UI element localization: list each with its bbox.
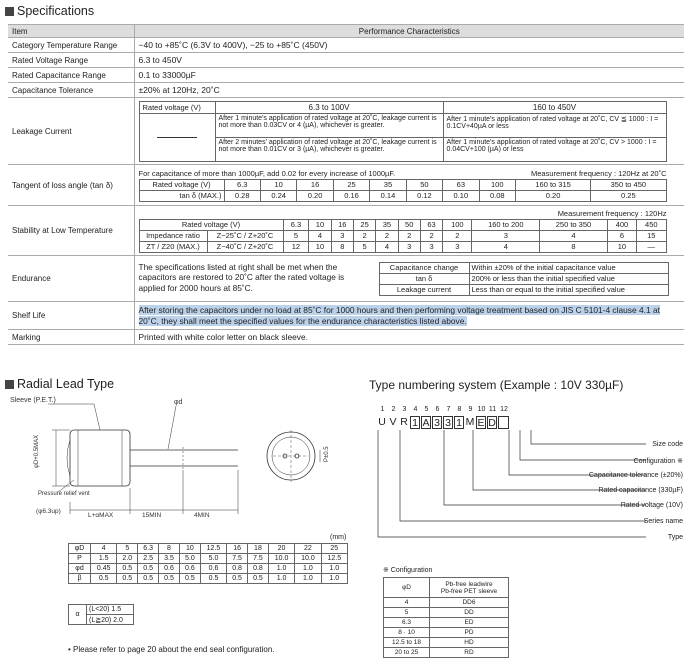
leakage-col2: 160 to 450V — [443, 101, 666, 113]
typenum-position: 8 — [457, 406, 462, 413]
dim-cell: 0.5 — [248, 574, 269, 584]
stab-r1-value: 3 — [331, 230, 353, 241]
stab-r1-value: 2 — [443, 230, 472, 241]
tan-value: 0.08 — [479, 190, 515, 201]
mm-unit: (mm) — [330, 534, 347, 541]
spec-table — [8, 24, 684, 345]
stab-r2-value: — — [637, 241, 666, 252]
cfg-h1: φD — [384, 578, 430, 598]
typenum-char: E — [477, 417, 485, 429]
typenum-char — [498, 416, 509, 429]
alpha-table — [68, 604, 134, 625]
leakage-c2b: After 1 minute's application of rated voltage at 20˚C, CV > 1000 : I = 0.04CV+100 (µA) or less — [443, 137, 666, 161]
leakage-label: Leakage Current — [8, 98, 134, 165]
dim-cell: 18 — [248, 544, 269, 554]
stab-r2-value: 4 — [376, 241, 398, 252]
row-stab — [8, 206, 684, 256]
lmax-label: L+αMAX — [88, 512, 114, 519]
endurance-val: Less than or equal to the initial specified value — [469, 284, 668, 295]
dim-cell: 1.0 — [321, 564, 347, 574]
dim-cell: 0.5 — [179, 574, 200, 584]
row-rated-voltage — [8, 53, 684, 68]
dim-cell: 6.3 — [138, 544, 159, 554]
dim-cell: 0.6 — [159, 564, 180, 574]
spec-title: Specifications — [17, 4, 95, 18]
typenum-position: 11 — [488, 406, 497, 413]
dim-cell: 0.8 — [248, 564, 269, 574]
typenum-position: 3 — [402, 406, 407, 413]
endurance-row — [379, 273, 668, 284]
typenum-position: 9 — [468, 406, 473, 413]
typenum-title: Type numbering system (Example : 10V 330µF) — [369, 378, 624, 392]
tan-voltage: 160 to 315 — [516, 179, 591, 190]
typenum-char: 1 — [410, 416, 420, 429]
tan-voltage: 50 — [406, 179, 442, 190]
stab-label: Stability at Low Temperature — [8, 206, 134, 256]
typenum-label: Series name — [643, 518, 683, 525]
stab-r2-value: 3 — [398, 241, 420, 252]
stab-r1-value: 6 — [607, 230, 636, 241]
dim-cell: 5 — [117, 544, 138, 554]
dim-label: P — [69, 554, 91, 564]
tan-value: 0.28 — [224, 190, 260, 201]
alpha-label: α — [69, 605, 87, 625]
dim-cell: 25 — [321, 544, 347, 554]
stab-voltage: 100 — [443, 219, 472, 230]
tan-voltage: 25 — [333, 179, 369, 190]
tan-label: Tangent of loss angle (tan δ) — [8, 165, 134, 206]
pressure-vent-label: Pressure relief vent — [38, 491, 90, 497]
typenum-position: 12 — [500, 406, 508, 413]
dim-cell: 2.5 — [138, 554, 159, 564]
typenum-position: 7 — [446, 406, 451, 413]
tan-value: 0.20 — [516, 190, 591, 201]
typenum-label: Rated voltage (10V) — [620, 502, 683, 509]
dim-cell: 0.5 — [200, 574, 226, 584]
endurance-label: Endurance — [8, 256, 134, 302]
stab-r2-value: 3 — [443, 241, 472, 252]
leakage-c1a: After 1 minute's application of rated voltage at 20˚C, leakage current is not more than 0.03CV or 4 (µA), whichever is greater. — [215, 113, 443, 137]
dim-cell: 7.5 — [227, 554, 248, 564]
dim-cell: 22 — [295, 544, 321, 554]
dim-cell: 4 — [91, 544, 117, 554]
tan-value: 0.10 — [443, 190, 479, 201]
section-square-icon — [5, 7, 14, 16]
typenum-label: Configuration ※ — [633, 458, 683, 465]
row-marking — [8, 330, 684, 345]
typenum-position: 4 — [413, 406, 418, 413]
header-item: Item — [8, 25, 134, 38]
typenum-position: 2 — [391, 406, 396, 413]
stab-voltage: 25 — [353, 219, 375, 230]
alpha-2: (L≧20) 2.0 — [87, 615, 134, 625]
leakage-dash — [139, 113, 215, 161]
cat-temp-value: −40 to +85˚C (6.3V to 400V), −25 to +85˚C (450V) — [134, 38, 684, 53]
dim-cell: 0.5 — [227, 574, 248, 584]
tan-value: 0.24 — [260, 190, 296, 201]
tan-voltage: 6.3 — [224, 179, 260, 190]
tan-value: 0.16 — [333, 190, 369, 201]
tan-voltage: 100 — [479, 179, 515, 190]
stab-r1-value: 2 — [420, 230, 442, 241]
radial-title: Radial Lead Type — [17, 377, 115, 391]
tan-value: 0.20 — [297, 190, 333, 201]
stab-r2-value: 12 — [283, 241, 309, 252]
cfg-code: DD6 — [430, 598, 509, 608]
cfg-code: ED — [430, 618, 509, 628]
stab-r1-value: 5 — [283, 230, 309, 241]
stab-r2-value: 8 — [331, 241, 353, 252]
tan-rv-label: Rated voltage (V) — [139, 179, 224, 190]
dim-row — [69, 554, 348, 564]
typenum-position: 1 — [380, 406, 385, 413]
stab-r2-value: 8 — [540, 241, 608, 252]
dim-label: φd — [69, 564, 91, 574]
cfg-row — [384, 648, 509, 658]
cfg-title: ※ Configuration — [383, 567, 433, 574]
typenum-char: U — [378, 416, 386, 428]
stab-voltage: 63 — [420, 219, 442, 230]
endurance-text: The specifications listed at right shall be met when the capacitors are restored to 20˚C after the rated voltage is applied for 2000 hours at 85˚C. — [138, 261, 345, 293]
min4-label: 4MIN — [194, 512, 210, 519]
tan-voltage: 16 — [297, 179, 333, 190]
alpha-1: (L<20) 1.5 — [87, 605, 134, 615]
p05-label: P±0.5 — [324, 446, 330, 462]
stab-r1-value: 15 — [637, 230, 666, 241]
dimension-table — [68, 543, 348, 584]
rated-cap-value: 0.1 to 33000µF — [134, 68, 684, 83]
row-cap-tol — [8, 83, 684, 98]
row-endurance — [8, 256, 684, 302]
stab-voltage: 10 — [309, 219, 331, 230]
stab-voltage: 35 — [376, 219, 398, 230]
row-leakage — [8, 98, 684, 165]
endurance-val: Within ±20% of the initial capacitance value — [469, 262, 668, 273]
dim-cell: 10.0 — [268, 554, 294, 564]
leakage-c2a: After 1 minute's application of rated voltage at 20˚C, CV ≦ 1000 : I = 0.1CV+40µA or less — [443, 113, 666, 137]
config-table — [383, 577, 509, 658]
rated-voltage-value: 6.3 to 450V — [134, 53, 684, 68]
cfg-row — [384, 618, 509, 628]
stab-voltage: 16 — [331, 219, 353, 230]
cap-tol-label: Capacitance Tolerance — [8, 83, 134, 98]
radial-drawing — [8, 392, 358, 522]
cfg-phiD: 4 — [384, 598, 430, 608]
cfg-phiD: 8 · 10 — [384, 628, 430, 638]
dim-cell: 5.0 — [179, 554, 200, 564]
endurance-table — [379, 262, 669, 296]
typenum-char: A — [422, 417, 430, 429]
dim-cell: 1.0 — [268, 574, 294, 584]
dim-cell: 0.5 — [91, 574, 117, 584]
dim-cell: 0.8 — [227, 564, 248, 574]
stab-table — [139, 219, 667, 253]
cfg-code: HD — [430, 638, 509, 648]
dim-row — [69, 564, 348, 574]
dim-cell: 0.6 — [200, 564, 226, 574]
phid-label: φd — [174, 399, 183, 406]
tan-voltage: 10 — [260, 179, 296, 190]
endurance-key: Leakage current — [379, 284, 469, 295]
dim-cell: 1.0 — [295, 574, 321, 584]
stab-r1-cond: Z−25˚C / Z+20˚C — [207, 230, 283, 241]
row-rated-cap — [8, 68, 684, 83]
stab-imp-label: Impedance ratio — [139, 230, 207, 241]
dim-cell: 1.0 — [295, 564, 321, 574]
rated-cap-label: Rated Capacitance Range — [8, 68, 134, 83]
dim-cell: 3.5 — [159, 554, 180, 564]
dim-label: β — [69, 574, 91, 584]
end-seal-note: • Please refer to page 20 about the end seal configuration. — [68, 645, 275, 654]
dim-cell: 0.5 — [117, 574, 138, 584]
shelf-label: Shelf Life — [8, 302, 134, 330]
stab-voltage: 6.3 — [283, 219, 309, 230]
dim-cell: 0.5 — [138, 574, 159, 584]
leakage-rv-label: Rated voltage (V) — [139, 101, 215, 113]
stab-r1-value: 3 — [472, 230, 540, 241]
cfg-row — [384, 608, 509, 618]
dim-cell: 10.0 — [295, 554, 321, 564]
dim-cell: 2.0 — [117, 554, 138, 564]
dim-cell: 7.5 — [248, 554, 269, 564]
cat-temp-label: Category Temperature Range — [8, 38, 134, 53]
cfg-phiD: 20 to 25 — [384, 648, 430, 658]
dim-cell: 12.5 — [200, 544, 226, 554]
tan-voltage: 63 — [443, 179, 479, 190]
dim-cell: 5.0 — [200, 554, 226, 564]
marking-label: Marking — [8, 330, 134, 345]
row-tan — [8, 165, 684, 206]
tan-value: 0.12 — [406, 190, 442, 201]
tan-value: 0.14 — [370, 190, 406, 201]
endurance-key: Capacitance change — [379, 262, 469, 273]
stab-zt-label: ZT / Z20 (MAX.) — [139, 241, 207, 252]
section-square-icon — [5, 380, 14, 389]
marking-value: Printed with white color letter on black sleeve. — [134, 330, 684, 345]
stab-rv-label: Rated voltage (V) — [139, 219, 283, 230]
rated-voltage-label: Rated Voltage Range — [8, 53, 134, 68]
cfg-row — [384, 628, 509, 638]
stab-voltage: 250 to 350 — [540, 219, 608, 230]
cfg-phiD: 6.3 — [384, 618, 430, 628]
cfg-h2b: Pb-free PET sleeve — [440, 587, 498, 595]
tan-note: For capacitance of more than 1000µF, add 0.02 for every increase of 1000µF. — [138, 168, 396, 178]
tan-voltage: 35 — [370, 179, 406, 190]
header-performance: Performance Characteristics — [134, 25, 684, 38]
dim-cell: 0.6 — [179, 564, 200, 574]
sleeve-label: Sleeve (P.E.T.) — [10, 397, 56, 404]
stab-voltage: 160 to 200 — [472, 219, 540, 230]
stab-r1-value: 2 — [398, 230, 420, 241]
stab-r2-value: 10 — [607, 241, 636, 252]
typenum-char: R — [400, 416, 408, 428]
stab-r2-cond: Z−40˚C / Z+20˚C — [207, 241, 283, 252]
stab-r1-value: 2 — [353, 230, 375, 241]
endurance-row — [379, 284, 668, 295]
radial-section-title — [5, 377, 114, 391]
endurance-val: 200% or less than the initial specified value — [469, 273, 668, 284]
typenum-char: 3 — [443, 416, 453, 429]
cap-tol-value: ±20% at 120Hz, 20˚C — [134, 83, 684, 98]
cfg-phiD: 12.5 to 18 — [384, 638, 430, 648]
stab-r2-value: 10 — [309, 241, 331, 252]
typenum-char: M — [465, 416, 475, 428]
tan-freq: Measurement frequency : 120Hz at 20˚C — [531, 168, 667, 178]
cfg-code: PD — [430, 628, 509, 638]
tan-value: 0.25 — [591, 190, 666, 201]
stab-r1-value: 4 — [309, 230, 331, 241]
leakage-table — [139, 101, 667, 162]
endurance-row — [379, 262, 668, 273]
typenum-char: 3 — [432, 416, 442, 429]
typenum-label: Capacitance tolerance (±20%) — [588, 472, 683, 479]
dim-cell: 1.5 — [91, 554, 117, 564]
typenum-label: Rated capacitance (330µF) — [598, 487, 683, 494]
typenum-position: 6 — [435, 406, 440, 413]
endurance-key: tan δ — [379, 273, 469, 284]
dim-row — [69, 544, 348, 554]
row-shelf — [8, 302, 684, 330]
dim-cell: 1.0 — [268, 564, 294, 574]
dim-cell: 1.0 — [321, 574, 347, 584]
tan-table — [139, 179, 667, 202]
cfg-code: DD — [430, 608, 509, 618]
cfg-row — [384, 638, 509, 648]
dim-cell: 10 — [179, 544, 200, 554]
stab-r2-value: 4 — [472, 241, 540, 252]
phiD-max-label: φD+0.5MAX — [34, 434, 40, 468]
capacitor-body — [70, 430, 130, 486]
leakage-c1b: After 2 minutes' application of rated voltage at 20˚C, leakage current is not more than 0.01CV or 3 (µA), whichever is greater. — [215, 137, 443, 161]
shelf-value: After storing the capacitors under no load at 85˚C for 1000 hours and then performing voltage treatment based on JIS C 5101-4 clause 4.1 at 20˚C, they shall meet the specified values for the endurance characteristics listed above. — [138, 304, 660, 326]
stab-voltage: 450 — [637, 219, 666, 230]
dim-cell: 0.5 — [117, 564, 138, 574]
dim-cell: 0.45 — [91, 564, 117, 574]
dim-label: φD — [69, 544, 91, 554]
dim-cell: 0.5 — [138, 564, 159, 574]
stab-voltage: 400 — [607, 219, 636, 230]
row-cat-temp — [8, 38, 684, 53]
stab-r1-value: 2 — [376, 230, 398, 241]
dim-cell: 12.5 — [321, 554, 347, 564]
typenum-char: V — [389, 416, 397, 428]
spec-header-row — [8, 25, 684, 38]
dim-row — [69, 574, 348, 584]
typenum-label: Type — [667, 534, 683, 541]
phi63-label: (φ6.3up) — [36, 508, 61, 515]
spec-section-title — [5, 4, 94, 18]
dim-cell: 20 — [268, 544, 294, 554]
stab-r1-value: 4 — [540, 230, 608, 241]
typenum-position: 10 — [477, 406, 486, 413]
stab-voltage: 50 — [398, 219, 420, 230]
cfg-row — [384, 598, 509, 608]
cfg-phiD: 5 — [384, 608, 430, 618]
typenum-char: D — [488, 417, 496, 429]
typenum-position: 5 — [424, 406, 429, 413]
leakage-col1: 6.3 to 100V — [215, 101, 443, 113]
stab-freq: Measurement frequency : 120Hz — [557, 208, 667, 218]
dim-cell: 16 — [227, 544, 248, 554]
cfg-code: RD — [430, 648, 509, 658]
dim-cell: 8 — [159, 544, 180, 554]
dim-cell: 0.5 — [159, 574, 180, 584]
stab-r2-value: 5 — [353, 241, 375, 252]
tan-max-label: tan δ (MAX.) — [139, 190, 224, 201]
typenum-char: 1 — [454, 416, 464, 429]
stab-r2-value: 3 — [420, 241, 442, 252]
cfg-h2a: Pb-free leadwire — [445, 580, 493, 588]
min15-label: 15MIN — [142, 512, 162, 519]
typenum-label: Size code — [652, 441, 683, 448]
tan-voltage: 350 to 450 — [591, 179, 666, 190]
